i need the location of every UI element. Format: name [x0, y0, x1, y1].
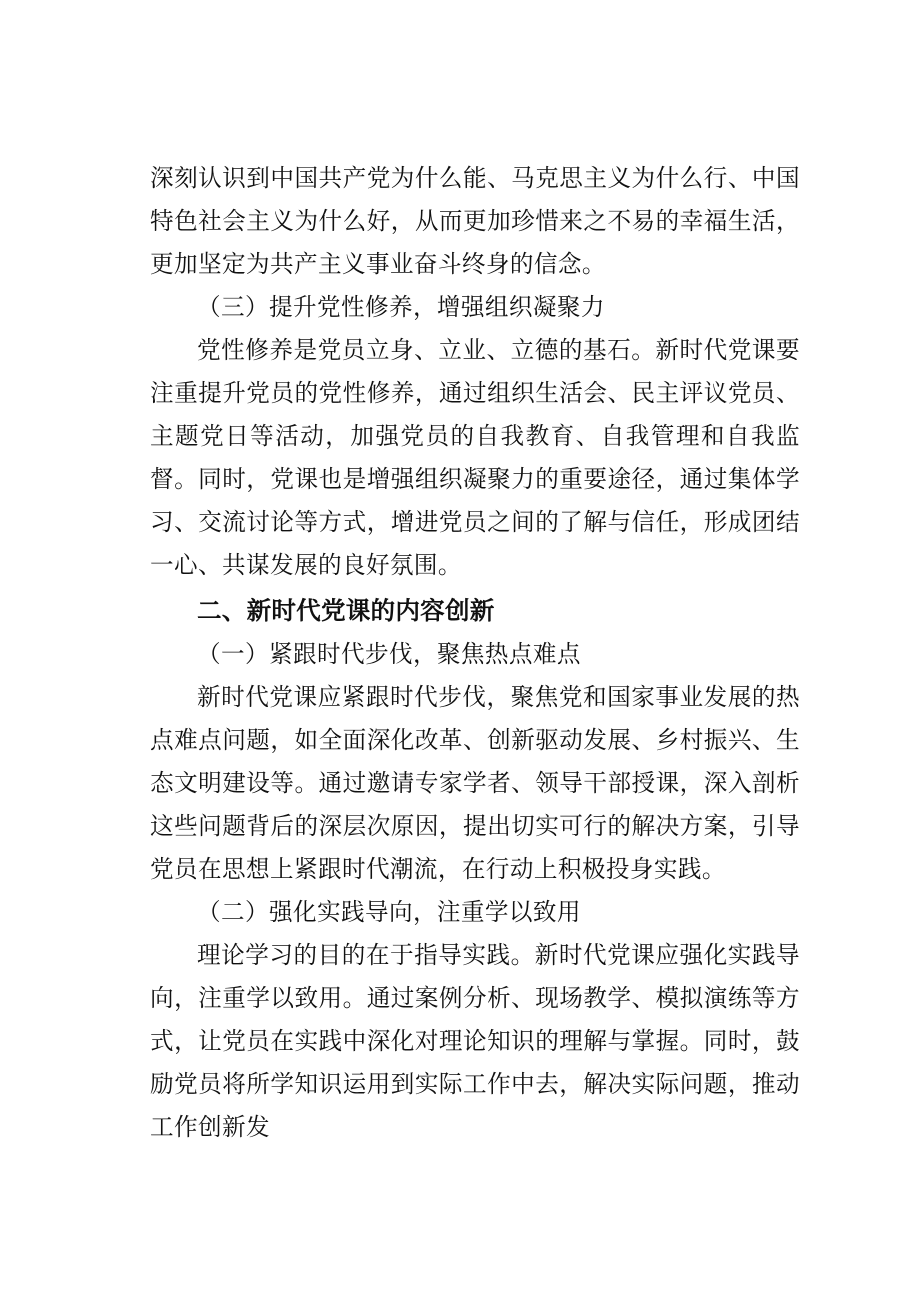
section-heading-2: 二、新时代党课的内容创新 — [197, 596, 495, 625]
subheading-3: （三）提升党性修养，增强组织凝聚力 — [197, 293, 605, 321]
document-body — [150, 157, 800, 1149]
paragraph-continued: 深刻认识到中国共产党为什么能、马克思主义为什么行、中国特色社会主义为什么好，从而更加珍惜来之不易的幸福生活，更加坚定为共产主义事业奋斗终身的信念。 — [150, 164, 800, 278]
paragraph-keep-pace: 新时代党课应紧跟时代步伐，聚焦党和国家事业发展的热点难点问题，如全面深化改革、创新驱动发展、乡村振兴、生态文明建设等。通过邀请专家学者、领导干部授课，深入剖析这些问题背后的深层次原因，提出切实可行的解决方案，引导党员在思想上紧跟时代潮流，在行动上积极投身实践。 — [150, 683, 800, 883]
paragraph-practice: 理论学习的目的在于指导实践。新时代党课应强化实践导向，注重学以致用。通过案例分析、现场教学、模拟演练等方式，让党员在实践中深化对理论知识的理解与掌握。同时，鼓励党员将所学知识运用到实际工作中去，解决实际问题，推动工作创新发 — [150, 941, 800, 1141]
subheading-2: （二）强化实践导向，注重学以致用 — [197, 898, 581, 926]
subheading-1: （一）紧跟时代步伐，聚焦热点难点 — [197, 640, 581, 668]
paragraph-party-cultivation: 党性修养是党员立身、立业、立德的基石。新时代党课要注重提升党员的党性修养，通过组织生活会、民主评议党员、主题党日等活动，加强党员的自我教育、自我管理和自我监督。同时，党课也是增强组织凝聚力的重要途径，通过集体学习、交流讨论等方式，增进党员之间的了解与信任，形成团结一心、共谋发展的良好氛围。 — [150, 336, 800, 579]
